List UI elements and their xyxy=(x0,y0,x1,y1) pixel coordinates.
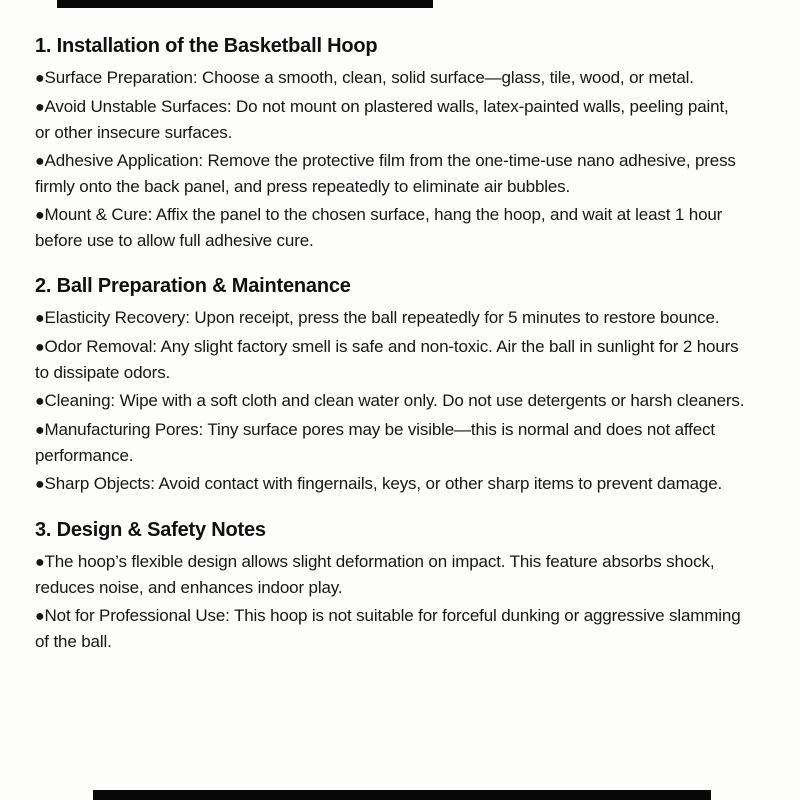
bullet-text: Adhesive Application: Remove the protective film from the one-time-use nano adhesive, press firmly onto the back panel, and press repeatedly to eliminate air bubbles. xyxy=(35,151,736,196)
bullet-text: Sharp Objects: Avoid contact with fingernails, keys, or other sharp items to prevent damage. xyxy=(44,474,723,493)
bullet-text: Elasticity Recovery: Upon receipt, press the ball repeatedly for 5 minutes to restore bounce. xyxy=(44,308,720,327)
cropped-text-bar-bottom xyxy=(93,790,711,800)
section-heading: 2. Ball Preparation & Maintenance xyxy=(35,275,351,297)
bullet-item xyxy=(35,94,747,145)
bullet-item xyxy=(35,65,747,91)
bullet-icon: ● xyxy=(35,554,45,571)
bullet-item xyxy=(35,549,747,600)
cropped-text-bar-top xyxy=(57,0,433,8)
section-heading: 1. Installation of the Basketball Hoop xyxy=(35,35,378,57)
bullet-item xyxy=(35,202,747,253)
bullet-item xyxy=(35,603,747,654)
bullet-item xyxy=(35,148,747,199)
section-installation xyxy=(35,34,747,253)
section-ball-maintenance xyxy=(35,274,747,497)
bullet-text: Avoid Unstable Surfaces: Do not mount on plastered walls, latex-painted walls, peeling paint, or other insecure surfaces. xyxy=(35,97,729,142)
section-heading: 3. Design & Safety Notes xyxy=(35,519,266,541)
bullet-icon: ● xyxy=(35,207,45,224)
bullet-icon: ● xyxy=(35,99,45,116)
bullet-item xyxy=(35,417,747,468)
bullet-item xyxy=(35,388,747,414)
section-design-safety xyxy=(35,518,747,654)
bullet-item xyxy=(35,305,747,331)
bullet-text: Manufacturing Pores: Tiny surface pores may be visible—this is normal and does not affect performance. xyxy=(35,420,715,465)
bullet-text: Surface Preparation: Choose a smooth, clean, solid surface—glass, tile, wood, or metal. xyxy=(44,68,694,87)
bullet-text: Odor Removal: Any slight factory smell is safe and non-toxic. Air the ball in sunlight for 2 hours to dissipate odors. xyxy=(35,337,739,382)
bullet-icon: ● xyxy=(35,422,45,439)
bullet-icon: ● xyxy=(35,393,45,410)
bullet-text: Not for Professional Use: This hoop is not suitable for forceful dunking or aggressive slamming of the ball. xyxy=(35,606,741,651)
bullet-item xyxy=(35,334,747,385)
bullet-icon: ● xyxy=(35,70,45,87)
bullet-item xyxy=(35,471,747,497)
bullet-icon: ● xyxy=(35,476,45,493)
bullet-icon: ● xyxy=(35,608,45,625)
bullet-icon: ● xyxy=(35,310,45,327)
bullet-icon: ● xyxy=(35,339,45,356)
bullet-icon: ● xyxy=(35,153,45,170)
bullet-text: Cleaning: Wipe with a soft cloth and clean water only. Do not use detergents or harsh cleaners. xyxy=(44,391,745,410)
bullet-text: Mount & Cure: Affix the panel to the chosen surface, hang the hoop, and wait at least 1 hour before use to allow full adhesive cure. xyxy=(35,205,723,250)
instructions-document xyxy=(35,34,747,657)
bullet-text: The hoop’s flexible design allows slight deformation on impact. This feature absorbs shock, reduces noise, and enhances indoor play. xyxy=(35,552,715,597)
